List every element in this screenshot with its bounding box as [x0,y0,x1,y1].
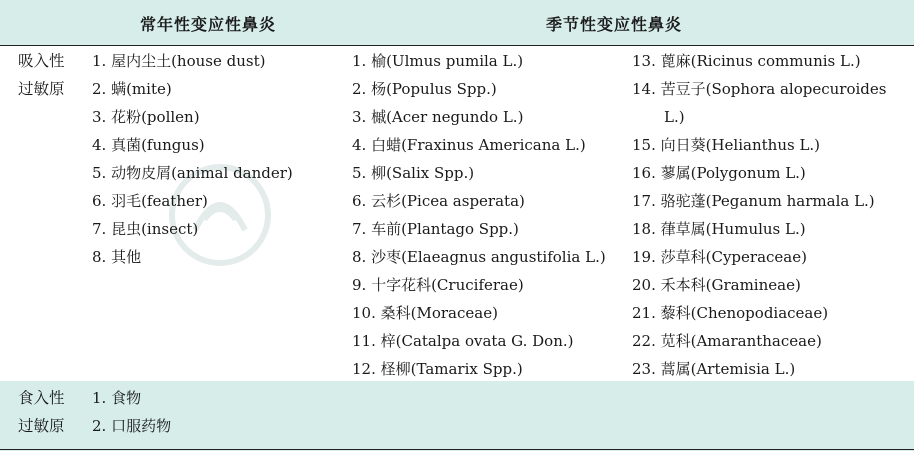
row-label-inhalant-line2: 过敏原 [18,80,65,98]
row-label-food-line1: 食入性 [18,389,65,407]
list-item: 12. 柽柳(Tamarix Spp.) [352,360,523,378]
list-item: 17. 骆驼蓬(Peganum harmala L.) [632,192,875,210]
seasonal-list-right [632,47,886,383]
row-label-inhalant-line1: 吸入性 [18,52,65,70]
list-item: 6. 云杉(Picea asperata) [352,192,525,210]
table-header [0,0,914,46]
list-item: 2. 口服药物 [92,417,172,435]
list-item-continuation: L.) [664,108,685,126]
header-seasonal: 季节性变应性鼻炎 [546,15,683,34]
list-item: 20. 禾本科(Gramineae) [632,276,801,294]
list-item: 1. 榆(Ulmus pumila L.) [352,52,524,70]
list-item: 8. 沙枣(Elaeagnus angustifolia L.) [352,248,606,266]
list-item: 5. 柳(Salix Spp.) [352,164,475,182]
food-list [92,384,171,440]
list-item: 2. 杨(Populus Spp.) [352,80,497,98]
list-item: 7. 昆虫(insect) [92,220,199,238]
header-perennial: 常年性变应性鼻炎 [140,15,277,34]
list-item: 4. 白蜡(Fraxinus Americana L.) [352,136,586,154]
list-item: 21. 藜科(Chenopodiaceae) [632,304,829,322]
perennial-list [92,47,293,271]
table-bottom-rule [0,449,914,450]
row-label-inhalant [18,47,65,103]
list-item: 13. 蓖麻(Ricinus communis L.) [632,52,861,70]
list-item: 11. 梓(Catalpa ovata G. Don.) [352,332,574,350]
list-item: 1. 屋内尘土(house dust) [92,52,266,70]
list-item: 16. 蓼属(Polygonum L.) [632,164,806,182]
list-item: 22. 苋科(Amaranthaceae) [632,332,822,350]
list-item: 14. 苦豆子(Sophora alopecuroides [632,80,887,98]
list-item: 2. 螨(mite) [92,80,172,98]
list-item: 1. 食物 [92,389,142,407]
list-item: 3. 槭(Acer negundo L.) [352,108,524,126]
seasonal-list-left [352,47,606,383]
list-item: 5. 动物皮屑(animal dander) [92,164,293,182]
list-item: 7. 车前(Plantago Spp.) [352,220,519,238]
list-item: 10. 桑科(Moraceae) [352,304,498,322]
list-item: 4. 真菌(fungus) [92,136,205,154]
list-item: 19. 莎草科(Cyperaceae) [632,248,807,266]
row-label-food [18,384,65,440]
list-item: 6. 羽毛(feather) [92,192,208,210]
list-item: 18. 葎草属(Humulus L.) [632,220,806,238]
list-item: 3. 花粉(pollen) [92,108,200,126]
list-item: 9. 十字花科(Cruciferae) [352,276,524,294]
list-item: 8. 其他 [92,248,142,266]
list-item: 23. 蒿属(Artemisia L.) [632,360,796,378]
list-item: 15. 向日葵(Helianthus L.) [632,136,821,154]
row-label-food-line2: 过敏原 [18,417,65,435]
